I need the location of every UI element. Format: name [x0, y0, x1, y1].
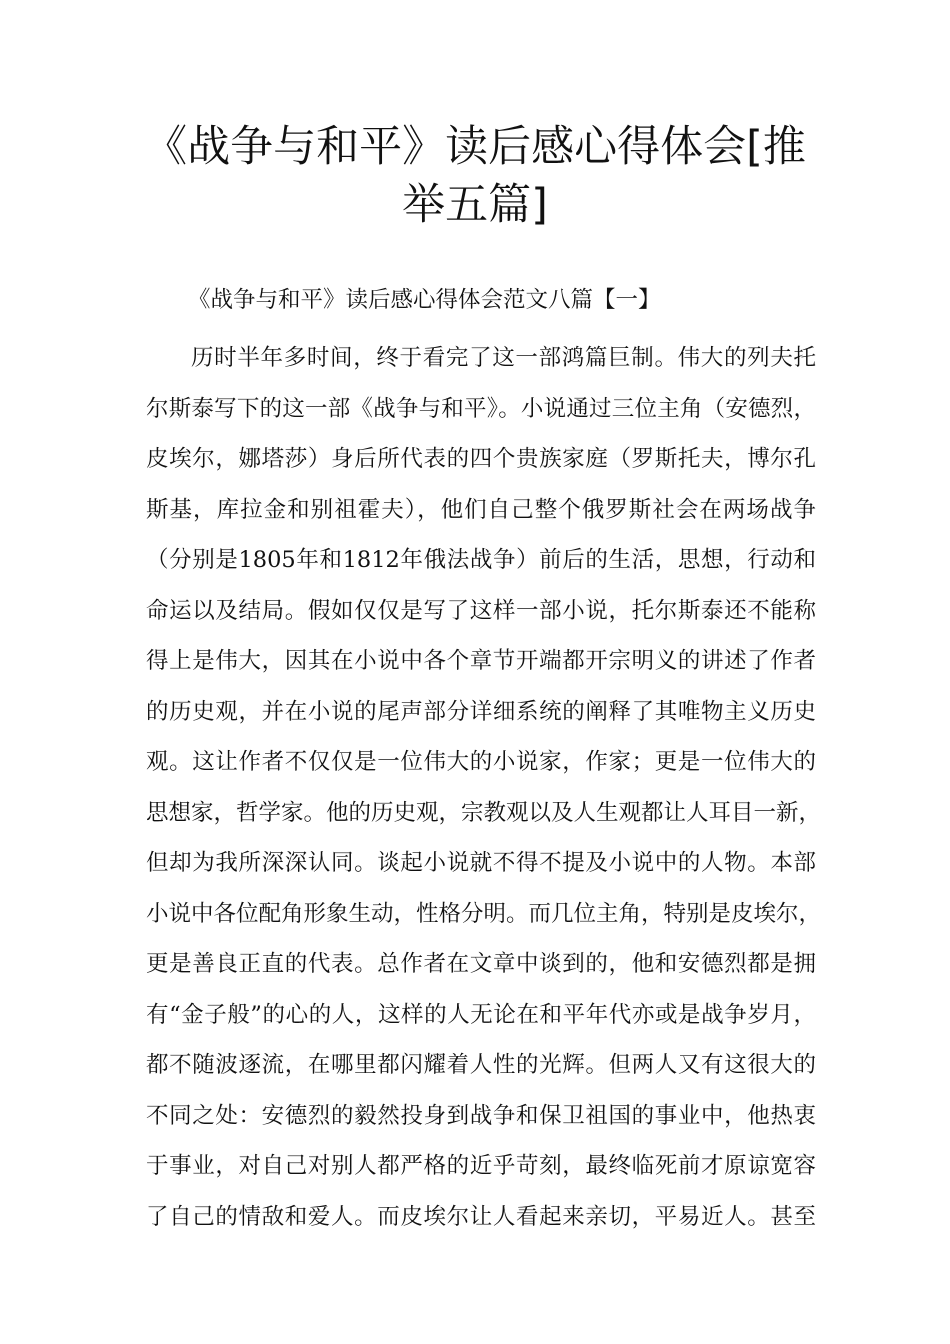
body-line: 观。这让作者不仅仅是一位伟大的小说家，作家；更是一位伟大的 — [146, 749, 816, 775]
body-line: 有“金子般”的心的人，这样的人无论在和平年代亦或是战争岁月， — [146, 1001, 816, 1028]
body-line: 都不随波逐流，在哪里都闪耀着人性的光辉。但两人又有这很大的 — [146, 1052, 816, 1078]
body-line: 但却为我所深深认同。谈起小说就不得不提及小说中的人物。本部 — [146, 850, 816, 876]
body-line: 的历史观，并在小说的尾声部分详细系统的阐释了其唯物主义历史 — [146, 698, 816, 725]
body-line: 命运以及结局。假如仅仅是写了这样一部小说，托尔斯泰还不能称 — [146, 597, 816, 624]
body-line: （分别是1805年和1812年俄法战争）前后的生活，思想，行动和 — [146, 547, 816, 573]
body-line: 不同之处：安德烈的毅然投身到战争和保卫祖国的事业中，他热衷 — [146, 1102, 816, 1129]
body-line: 小说中各位配角形象生动，性格分明。而几位主角，特别是皮埃尔， — [146, 900, 822, 927]
body-text — [146, 333, 822, 1242]
section-heading: 《战争与和平》读后感心得体会范文八篇【一】 — [188, 287, 661, 313]
body-line: 历时半年多时间，终于看完了这一部鸿篇巨制。伟大的列夫托 — [191, 345, 816, 371]
body-line: 思想家，哲学家。他的历史观，宗教观以及人生观都让人耳目一新， — [146, 799, 822, 826]
body-line: 于事业，对自己对别人都严格的近乎苛刻，最终临死前才原谅宽容 — [146, 1153, 816, 1179]
body-line: 得上是伟大，因其在小说中各个章节开端都开宗明义的讲述了作者 — [146, 648, 816, 674]
body-line: 了自己的情敌和爱人。而皮埃尔让人看起来亲切，平易近人。甚至 — [146, 1203, 816, 1230]
body-line: 皮埃尔，娜塔莎）身后所代表的四个贵族家庭（罗斯托夫，博尔孔 — [146, 446, 816, 472]
document-title: 《战争与和平》读后感心得体会[推举五篇] — [144, 122, 806, 230]
body-line: 尔斯泰写下的这一部《战争与和平》。小说通过三位主角（安德烈， — [146, 395, 816, 422]
body-line: 斯基，库拉金和别祖霍夫），他们自己整个俄罗斯社会在两场战争 — [146, 496, 816, 523]
body-line: 更是善良正直的代表。总作者在文章中谈到的，他和安德烈都是拥 — [146, 951, 816, 977]
